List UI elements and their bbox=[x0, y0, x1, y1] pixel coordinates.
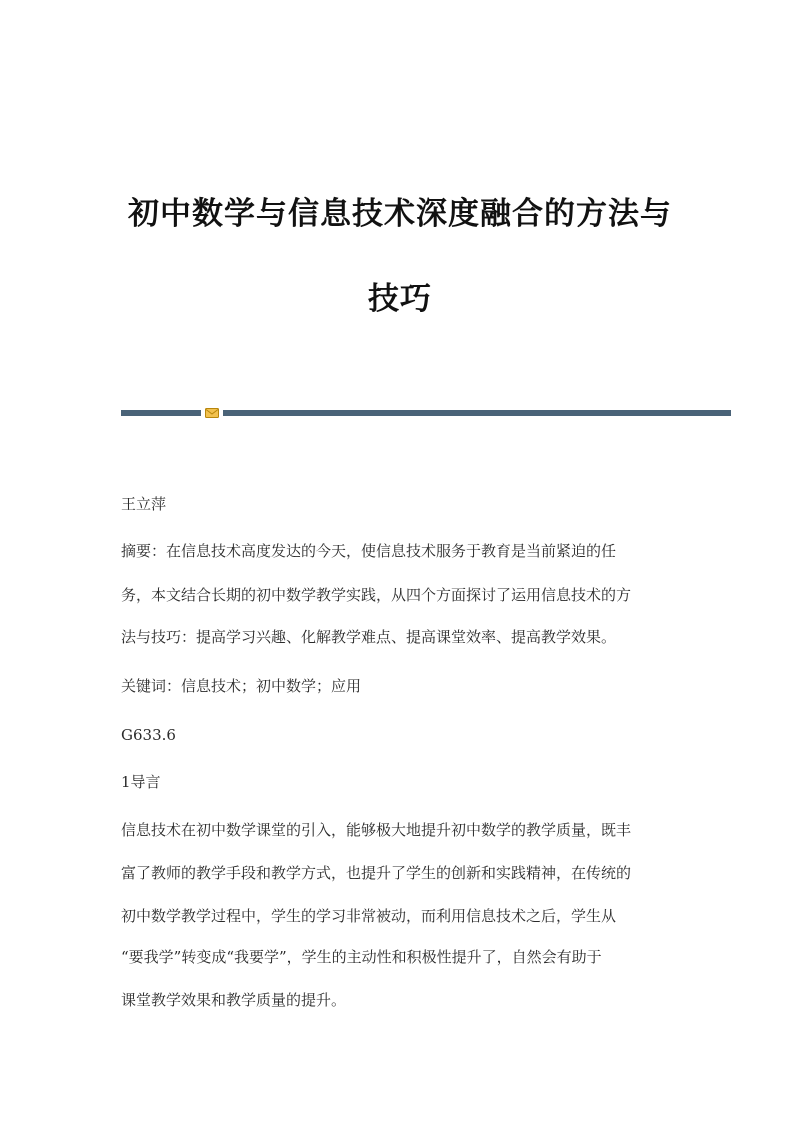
divider-bar-left bbox=[121, 410, 201, 416]
body-line: 信息技术在初中数学课堂的引入，能够极大地提升初中数学的教学质量，既丰 bbox=[121, 821, 632, 839]
body-line: 富了教师的教学手段和教学方式，也提升了学生的创新和实践精神，在传统的 bbox=[121, 864, 632, 882]
document-title-line-2: 技巧 bbox=[368, 281, 432, 317]
abstract-line: 摘要：在信息技术高度发达的今天，使信息技术服务于教育是当前紧迫的任 bbox=[121, 542, 617, 560]
divider-bar-right bbox=[223, 410, 731, 416]
document-title-line-1: 初中数学与信息技术深度融合的方法与 bbox=[128, 196, 672, 232]
abstract-line: 务，本文结合长期的初中数学教学实践，从四个方面探讨了运用信息技术的方 bbox=[121, 586, 632, 604]
body-line: “要我学”转变成“我要学”，学生的主动性和积极性提升了，自然会有助于 bbox=[121, 948, 602, 966]
envelope-icon bbox=[205, 408, 219, 418]
title-divider bbox=[121, 409, 731, 417]
body-line: 初中数学教学过程中，学生的学习非常被动，而利用信息技术之后，学生从 bbox=[121, 907, 617, 925]
abstract-line: 法与技巧：提高学习兴趣、化解教学难点、提高课堂效率、提高教学效果。 bbox=[121, 628, 617, 646]
author-name: 王立萍 bbox=[121, 495, 167, 513]
body-line: 课堂教学效果和教学质量的提升。 bbox=[121, 991, 347, 1009]
section-heading: 1导言 bbox=[121, 773, 161, 791]
keywords: 关键词：信息技术；初中数学；应用 bbox=[121, 677, 362, 695]
classification-code: G633.6 bbox=[121, 726, 176, 744]
